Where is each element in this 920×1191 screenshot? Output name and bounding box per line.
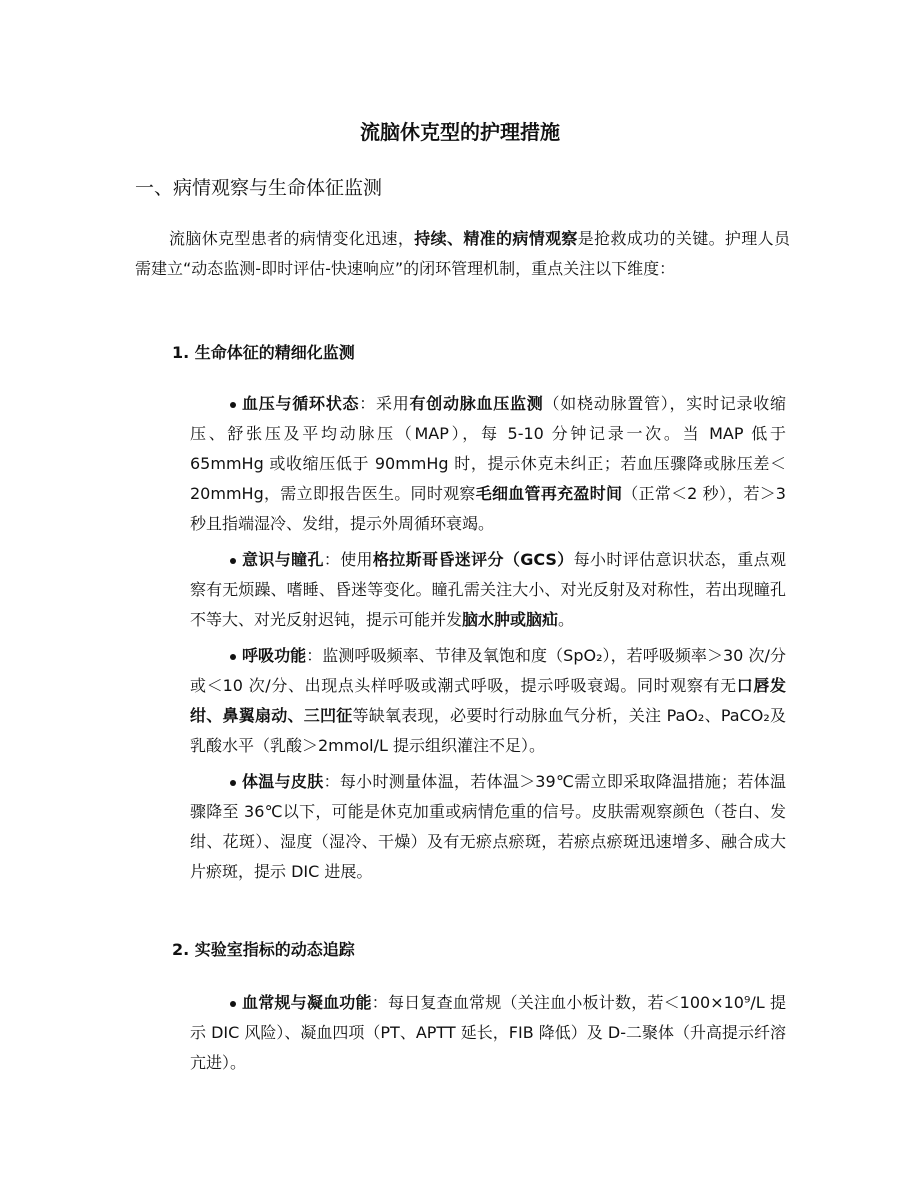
bullet-dot-icon xyxy=(230,558,236,564)
bold-text: 血压与循环状态 xyxy=(242,394,360,413)
bold-text: 体温与皮肤 xyxy=(242,772,324,791)
vitals-bullet-list xyxy=(190,389,786,893)
text-run: 流脑休克型患者的病情变化迅速， xyxy=(169,229,415,248)
bold-text: 格拉斯哥昏迷评分（GCS） xyxy=(372,550,574,569)
section-heading: 一、病情观察与生命体征监测 xyxy=(135,177,383,199)
text-run: 每小时评估意识状态，重点观察有无烦躁、嗜睡、昏迷等变化。瞳孔需关注大小、对光反射及对称性，若出现瞳孔不等大、对光反射迟钝，提示可能并发 xyxy=(190,550,786,629)
bold-text: 有创动脉血压监测 xyxy=(409,394,544,413)
bullet-text xyxy=(190,646,786,755)
document-title: 流脑休克型的护理措施 xyxy=(360,120,560,144)
text-run: （如桡动脉置管），实时记录收缩压、舒张压及平均动脉压（MAP），每 5-10 分钟记录一次。当 MAP 低于 65mmHg 或收缩压低于 90mmHg 时，提示休克未纠正；若血压骤降或脉压差＜20mmHg，需立即报告医生。同时观察 xyxy=(190,394,786,503)
bold-text: 血常规与凝血功能 xyxy=(242,993,372,1012)
bullet-item-consciousness xyxy=(190,545,786,635)
bullet-text xyxy=(190,993,786,1072)
subsection-heading-vitals: 1. 生命体征的精细化监测 xyxy=(172,343,355,362)
lab-bullet-list xyxy=(190,988,786,1084)
text-run: ：每日复查血常规（关注血小板计数，若＜100×10⁹/L 提示 DIC 风险）、凝血四项（PT、APTT 延长，FIB 降低）及 D-二聚体（升高提示纤溶亢进）。 xyxy=(190,993,786,1072)
bullet-dot-icon xyxy=(230,1001,236,1007)
bold-text: 意识与瞳孔 xyxy=(242,550,324,569)
bold-text: 持续、精准的病情观察 xyxy=(414,229,578,248)
bullet-item-temperature-skin xyxy=(190,767,786,887)
text-run: 等缺氧表现，必要时行动脉血气分析，关注 PaO₂、PaCO₂及乳酸水平（乳酸＞2mmol/L 提示组织灌注不足）。 xyxy=(190,706,786,755)
bold-text: 口唇发绀、鼻翼扇动、三凹征 xyxy=(190,676,786,725)
text-run: ：监测呼吸频率、节律及氧饱和度（SpO₂），若呼吸频率＞30 次/分或＜10 次/分、出现点头样呼吸或潮式呼吸，提示呼吸衰竭。同时观察有无 xyxy=(190,646,786,695)
bold-text: 毛细血管再充盈时间 xyxy=(475,484,623,503)
text-run: （正常＜2 秒），若＞3 秒且指端湿冷、发绀，提示外周循环衰竭。 xyxy=(190,484,786,533)
bullet-dot-icon xyxy=(230,654,236,660)
subsection-heading-lab: 2. 实验室指标的动态追踪 xyxy=(172,940,355,959)
bullet-item-respiration xyxy=(190,641,786,761)
text-run: ：每小时测量体温，若体温＞39℃需立即采取降温措施；若体温骤降至 36℃以下，可能是休克加重或病情危重的信号。皮肤需观察颜色（苍白、发绀、花斑）、湿度（湿冷、干燥）及有无瘀点瘀斑，若瘀点瘀斑迅速增多、融合成大片瘀斑，提示 DIC 进展。 xyxy=(190,772,786,881)
bullet-text xyxy=(190,550,786,629)
text-run: ：采用 xyxy=(359,394,410,413)
bullet-item-blood-pressure xyxy=(190,389,786,539)
bullet-text xyxy=(190,772,786,881)
bold-text: 呼吸功能 xyxy=(242,646,307,665)
text-run: 是抢救成功的关键。护理人员需建立“动态监测-即时评估-快速响应”的闭环管理机制，重点关注以下维度： xyxy=(135,229,790,278)
bullet-dot-icon xyxy=(230,780,236,786)
bullet-item-blood-routine xyxy=(190,988,786,1078)
intro-paragraph xyxy=(135,224,790,284)
bullet-dot-icon xyxy=(230,402,236,408)
bullet-text xyxy=(190,394,786,533)
text-run: ：使用 xyxy=(323,550,373,569)
text-run: 。 xyxy=(558,610,575,629)
bold-text: 脑水肿或脑疝 xyxy=(462,610,559,629)
